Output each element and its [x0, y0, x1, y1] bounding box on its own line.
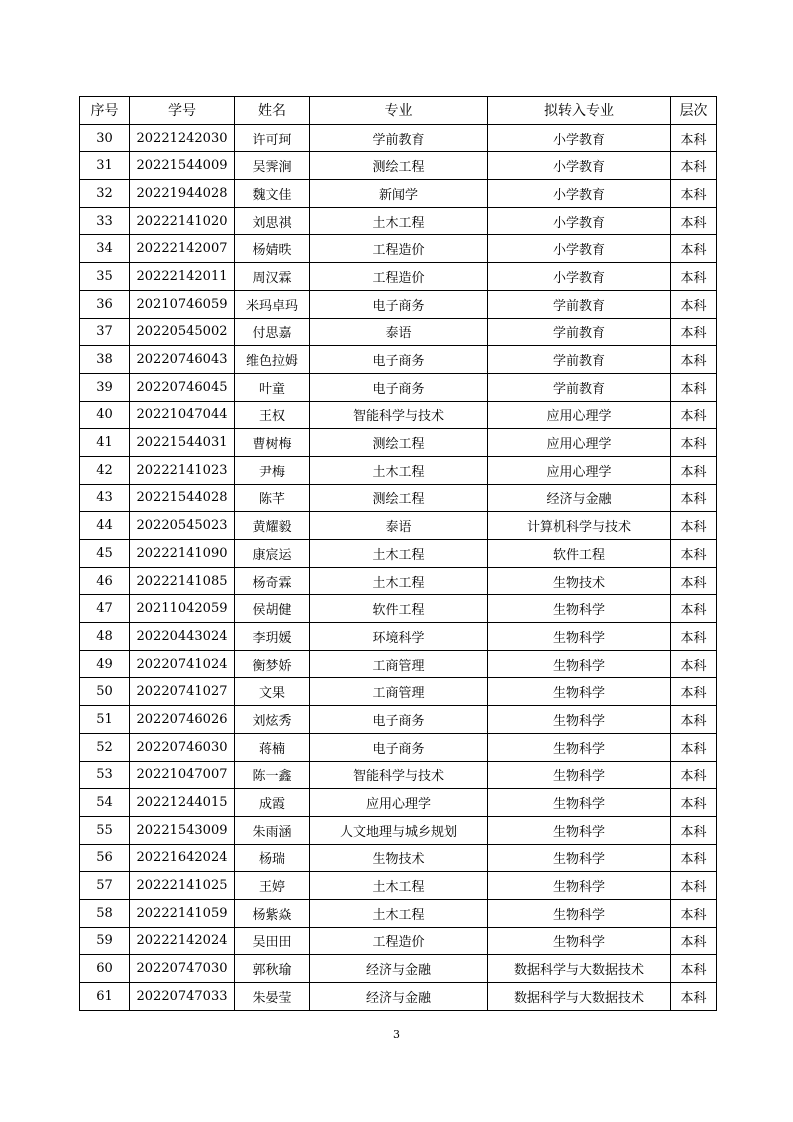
cell-major: 工商管理	[310, 650, 488, 678]
cell-name: 王权	[235, 401, 310, 429]
cell-major: 电子商务	[310, 373, 488, 401]
cell-serial: 34	[80, 235, 130, 263]
cell-level: 本科	[671, 789, 717, 817]
cell-serial: 51	[80, 706, 130, 734]
cell-serial: 36	[80, 290, 130, 318]
table-row	[80, 678, 717, 706]
cell-level: 本科	[671, 124, 717, 152]
cell-serial: 61	[80, 983, 130, 1011]
cell-serial: 39	[80, 373, 130, 401]
cell-name: 维色拉姆	[235, 346, 310, 374]
cell-target-major: 生物科学	[488, 678, 671, 706]
cell-level: 本科	[671, 290, 717, 318]
cell-student-id: 20210746059	[130, 290, 235, 318]
table-row	[80, 540, 717, 568]
table-row	[80, 872, 717, 900]
cell-student-id: 20221543009	[130, 816, 235, 844]
cell-level: 本科	[671, 540, 717, 568]
cell-serial: 31	[80, 152, 130, 180]
cell-level: 本科	[671, 595, 717, 623]
table-row	[80, 789, 717, 817]
cell-serial: 45	[80, 540, 130, 568]
cell-level: 本科	[671, 678, 717, 706]
cell-target-major: 数据科学与大数据技术	[488, 955, 671, 983]
cell-student-id: 20220747033	[130, 983, 235, 1011]
cell-major: 电子商务	[310, 290, 488, 318]
cell-serial: 41	[80, 429, 130, 457]
header-serial: 序号	[80, 97, 130, 125]
cell-student-id: 20221047044	[130, 401, 235, 429]
cell-name: 周汉霖	[235, 263, 310, 291]
cell-name: 衡梦娇	[235, 650, 310, 678]
cell-name: 蒋楠	[235, 733, 310, 761]
cell-major: 工商管理	[310, 678, 488, 706]
cell-target-major: 生物科学	[488, 623, 671, 651]
cell-level: 本科	[671, 844, 717, 872]
cell-target-major: 学前教育	[488, 346, 671, 374]
table-row	[80, 955, 717, 983]
cell-level: 本科	[671, 318, 717, 346]
cell-target-major: 学前教育	[488, 318, 671, 346]
table-row	[80, 263, 717, 291]
cell-target-major: 生物技术	[488, 567, 671, 595]
table-body	[80, 124, 717, 1010]
cell-serial: 40	[80, 401, 130, 429]
cell-serial: 46	[80, 567, 130, 595]
cell-student-id: 20220746030	[130, 733, 235, 761]
cell-serial: 55	[80, 816, 130, 844]
cell-major: 测绘工程	[310, 484, 488, 512]
table-row	[80, 207, 717, 235]
cell-serial: 42	[80, 456, 130, 484]
cell-name: 刘思祺	[235, 207, 310, 235]
cell-level: 本科	[671, 650, 717, 678]
cell-level: 本科	[671, 927, 717, 955]
table-row	[80, 706, 717, 734]
cell-target-major: 应用心理学	[488, 429, 671, 457]
cell-major: 土木工程	[310, 899, 488, 927]
table-row	[80, 512, 717, 540]
cell-student-id: 20220443024	[130, 623, 235, 651]
cell-name: 曹树梅	[235, 429, 310, 457]
cell-level: 本科	[671, 152, 717, 180]
cell-major: 电子商务	[310, 706, 488, 734]
cell-student-id: 20222141020	[130, 207, 235, 235]
transfer-list-sheet	[79, 96, 716, 1011]
cell-level: 本科	[671, 263, 717, 291]
table-row	[80, 595, 717, 623]
cell-target-major: 小学教育	[488, 207, 671, 235]
cell-major: 智能科学与技术	[310, 401, 488, 429]
cell-student-id: 20221944028	[130, 180, 235, 208]
cell-student-id: 20222141090	[130, 540, 235, 568]
cell-level: 本科	[671, 983, 717, 1011]
student-transfer-table	[79, 96, 717, 1011]
cell-major: 智能科学与技术	[310, 761, 488, 789]
cell-name: 吴霁涧	[235, 152, 310, 180]
table-row	[80, 456, 717, 484]
cell-name: 魏文佳	[235, 180, 310, 208]
cell-major: 土木工程	[310, 456, 488, 484]
cell-level: 本科	[671, 401, 717, 429]
table-row	[80, 180, 717, 208]
cell-target-major: 学前教育	[488, 373, 671, 401]
cell-serial: 59	[80, 927, 130, 955]
cell-target-major: 应用心理学	[488, 401, 671, 429]
cell-name: 尹梅	[235, 456, 310, 484]
cell-name: 杨婧昳	[235, 235, 310, 263]
table-row	[80, 346, 717, 374]
cell-name: 许可珂	[235, 124, 310, 152]
cell-name: 陈一鑫	[235, 761, 310, 789]
cell-major: 泰语	[310, 512, 488, 540]
cell-student-id: 20222142011	[130, 263, 235, 291]
cell-student-id: 20220741024	[130, 650, 235, 678]
cell-level: 本科	[671, 346, 717, 374]
cell-name: 成霞	[235, 789, 310, 817]
cell-target-major: 数据科学与大数据技术	[488, 983, 671, 1011]
cell-target-major: 生物科学	[488, 650, 671, 678]
cell-target-major: 生物科学	[488, 706, 671, 734]
cell-serial: 50	[80, 678, 130, 706]
table-row	[80, 429, 717, 457]
cell-major: 工程造价	[310, 927, 488, 955]
table-row	[80, 124, 717, 152]
table-row	[80, 373, 717, 401]
cell-major: 经济与金融	[310, 955, 488, 983]
cell-serial: 60	[80, 955, 130, 983]
cell-serial: 37	[80, 318, 130, 346]
cell-level: 本科	[671, 373, 717, 401]
cell-target-major: 经济与金融	[488, 484, 671, 512]
cell-target-major: 小学教育	[488, 180, 671, 208]
cell-major: 应用心理学	[310, 789, 488, 817]
cell-major: 泰语	[310, 318, 488, 346]
cell-student-id: 20222142024	[130, 927, 235, 955]
cell-level: 本科	[671, 456, 717, 484]
table-row	[80, 816, 717, 844]
cell-major: 生物技术	[310, 844, 488, 872]
cell-target-major: 计算机科学与技术	[488, 512, 671, 540]
cell-level: 本科	[671, 180, 717, 208]
cell-name: 杨瑞	[235, 844, 310, 872]
cell-student-id: 20220746045	[130, 373, 235, 401]
cell-target-major: 生物科学	[488, 872, 671, 900]
cell-major: 土木工程	[310, 872, 488, 900]
cell-level: 本科	[671, 512, 717, 540]
cell-level: 本科	[671, 955, 717, 983]
cell-serial: 30	[80, 124, 130, 152]
cell-target-major: 生物科学	[488, 927, 671, 955]
cell-major: 测绘工程	[310, 152, 488, 180]
cell-student-id: 20221544009	[130, 152, 235, 180]
cell-name: 朱晏莹	[235, 983, 310, 1011]
cell-name: 朱雨涵	[235, 816, 310, 844]
cell-student-id: 20222142007	[130, 235, 235, 263]
cell-name: 陈芊	[235, 484, 310, 512]
cell-name: 李玥媛	[235, 623, 310, 651]
cell-serial: 58	[80, 899, 130, 927]
table-row	[80, 983, 717, 1011]
cell-major: 土木工程	[310, 207, 488, 235]
cell-level: 本科	[671, 484, 717, 512]
table-row	[80, 401, 717, 429]
header-target-major: 拟转入专业	[488, 97, 671, 125]
cell-level: 本科	[671, 733, 717, 761]
cell-target-major: 软件工程	[488, 540, 671, 568]
cell-major: 电子商务	[310, 346, 488, 374]
cell-major: 电子商务	[310, 733, 488, 761]
cell-student-id: 20221544031	[130, 429, 235, 457]
cell-name: 康宸运	[235, 540, 310, 568]
cell-student-id: 20220746026	[130, 706, 235, 734]
cell-target-major: 生物科学	[488, 733, 671, 761]
cell-target-major: 生物科学	[488, 761, 671, 789]
cell-student-id: 20222141085	[130, 567, 235, 595]
cell-student-id: 20221244015	[130, 789, 235, 817]
cell-name: 王婷	[235, 872, 310, 900]
cell-student-id: 20220746043	[130, 346, 235, 374]
cell-target-major: 小学教育	[488, 124, 671, 152]
cell-name: 吴田田	[235, 927, 310, 955]
cell-student-id: 20221544028	[130, 484, 235, 512]
cell-major: 新闻学	[310, 180, 488, 208]
cell-student-id: 20222141025	[130, 872, 235, 900]
cell-serial: 53	[80, 761, 130, 789]
table-row	[80, 567, 717, 595]
cell-target-major: 生物科学	[488, 595, 671, 623]
cell-target-major: 生物科学	[488, 899, 671, 927]
header-name: 姓名	[235, 97, 310, 125]
table-row	[80, 927, 717, 955]
cell-student-id: 20221047007	[130, 761, 235, 789]
cell-student-id: 20220545002	[130, 318, 235, 346]
table-row	[80, 235, 717, 263]
cell-serial: 43	[80, 484, 130, 512]
table-row	[80, 318, 717, 346]
cell-major: 环境科学	[310, 623, 488, 651]
cell-level: 本科	[671, 567, 717, 595]
cell-serial: 35	[80, 263, 130, 291]
table-row	[80, 733, 717, 761]
cell-student-id: 20222141059	[130, 899, 235, 927]
cell-target-major: 小学教育	[488, 152, 671, 180]
cell-serial: 48	[80, 623, 130, 651]
cell-serial: 33	[80, 207, 130, 235]
cell-major: 工程造价	[310, 263, 488, 291]
cell-name: 米玛卓玛	[235, 290, 310, 318]
cell-level: 本科	[671, 235, 717, 263]
cell-target-major: 应用心理学	[488, 456, 671, 484]
cell-name: 杨紫焱	[235, 899, 310, 927]
header-major: 专业	[310, 97, 488, 125]
cell-major: 土木工程	[310, 567, 488, 595]
cell-level: 本科	[671, 207, 717, 235]
cell-level: 本科	[671, 816, 717, 844]
cell-student-id: 20222141023	[130, 456, 235, 484]
cell-name: 郭秋瑜	[235, 955, 310, 983]
cell-major: 经济与金融	[310, 983, 488, 1011]
cell-serial: 49	[80, 650, 130, 678]
header-level: 层次	[671, 97, 717, 125]
cell-serial: 57	[80, 872, 130, 900]
cell-serial: 38	[80, 346, 130, 374]
cell-serial: 44	[80, 512, 130, 540]
cell-level: 本科	[671, 706, 717, 734]
cell-target-major: 生物科学	[488, 844, 671, 872]
cell-serial: 54	[80, 789, 130, 817]
table-header-row	[80, 97, 717, 125]
cell-name: 杨奇霖	[235, 567, 310, 595]
cell-major: 土木工程	[310, 540, 488, 568]
cell-serial: 32	[80, 180, 130, 208]
cell-student-id: 20220741027	[130, 678, 235, 706]
table-row	[80, 290, 717, 318]
cell-serial: 56	[80, 844, 130, 872]
page-number: 3	[393, 1028, 400, 1041]
cell-name: 付思嘉	[235, 318, 310, 346]
cell-student-id: 20221642024	[130, 844, 235, 872]
table-row	[80, 650, 717, 678]
cell-student-id: 20220545023	[130, 512, 235, 540]
cell-student-id: 20221242030	[130, 124, 235, 152]
table-row	[80, 152, 717, 180]
table-row	[80, 899, 717, 927]
cell-student-id: 20211042059	[130, 595, 235, 623]
cell-target-major: 学前教育	[488, 290, 671, 318]
cell-student-id: 20220747030	[130, 955, 235, 983]
cell-major: 测绘工程	[310, 429, 488, 457]
cell-level: 本科	[671, 623, 717, 651]
cell-target-major: 小学教育	[488, 263, 671, 291]
cell-level: 本科	[671, 429, 717, 457]
cell-serial: 52	[80, 733, 130, 761]
cell-level: 本科	[671, 761, 717, 789]
cell-major: 软件工程	[310, 595, 488, 623]
cell-major: 学前教育	[310, 124, 488, 152]
cell-target-major: 生物科学	[488, 816, 671, 844]
header-student-id: 学号	[130, 97, 235, 125]
table-row	[80, 623, 717, 651]
cell-target-major: 小学教育	[488, 235, 671, 263]
cell-name: 文果	[235, 678, 310, 706]
cell-major: 人文地理与城乡规划	[310, 816, 488, 844]
cell-level: 本科	[671, 872, 717, 900]
cell-target-major: 生物科学	[488, 789, 671, 817]
table-row	[80, 484, 717, 512]
table-row	[80, 844, 717, 872]
table-row	[80, 761, 717, 789]
cell-level: 本科	[671, 899, 717, 927]
cell-name: 黄耀毅	[235, 512, 310, 540]
cell-name: 叶童	[235, 373, 310, 401]
cell-major: 工程造价	[310, 235, 488, 263]
cell-name: 侯胡健	[235, 595, 310, 623]
cell-serial: 47	[80, 595, 130, 623]
cell-name: 刘炫秀	[235, 706, 310, 734]
